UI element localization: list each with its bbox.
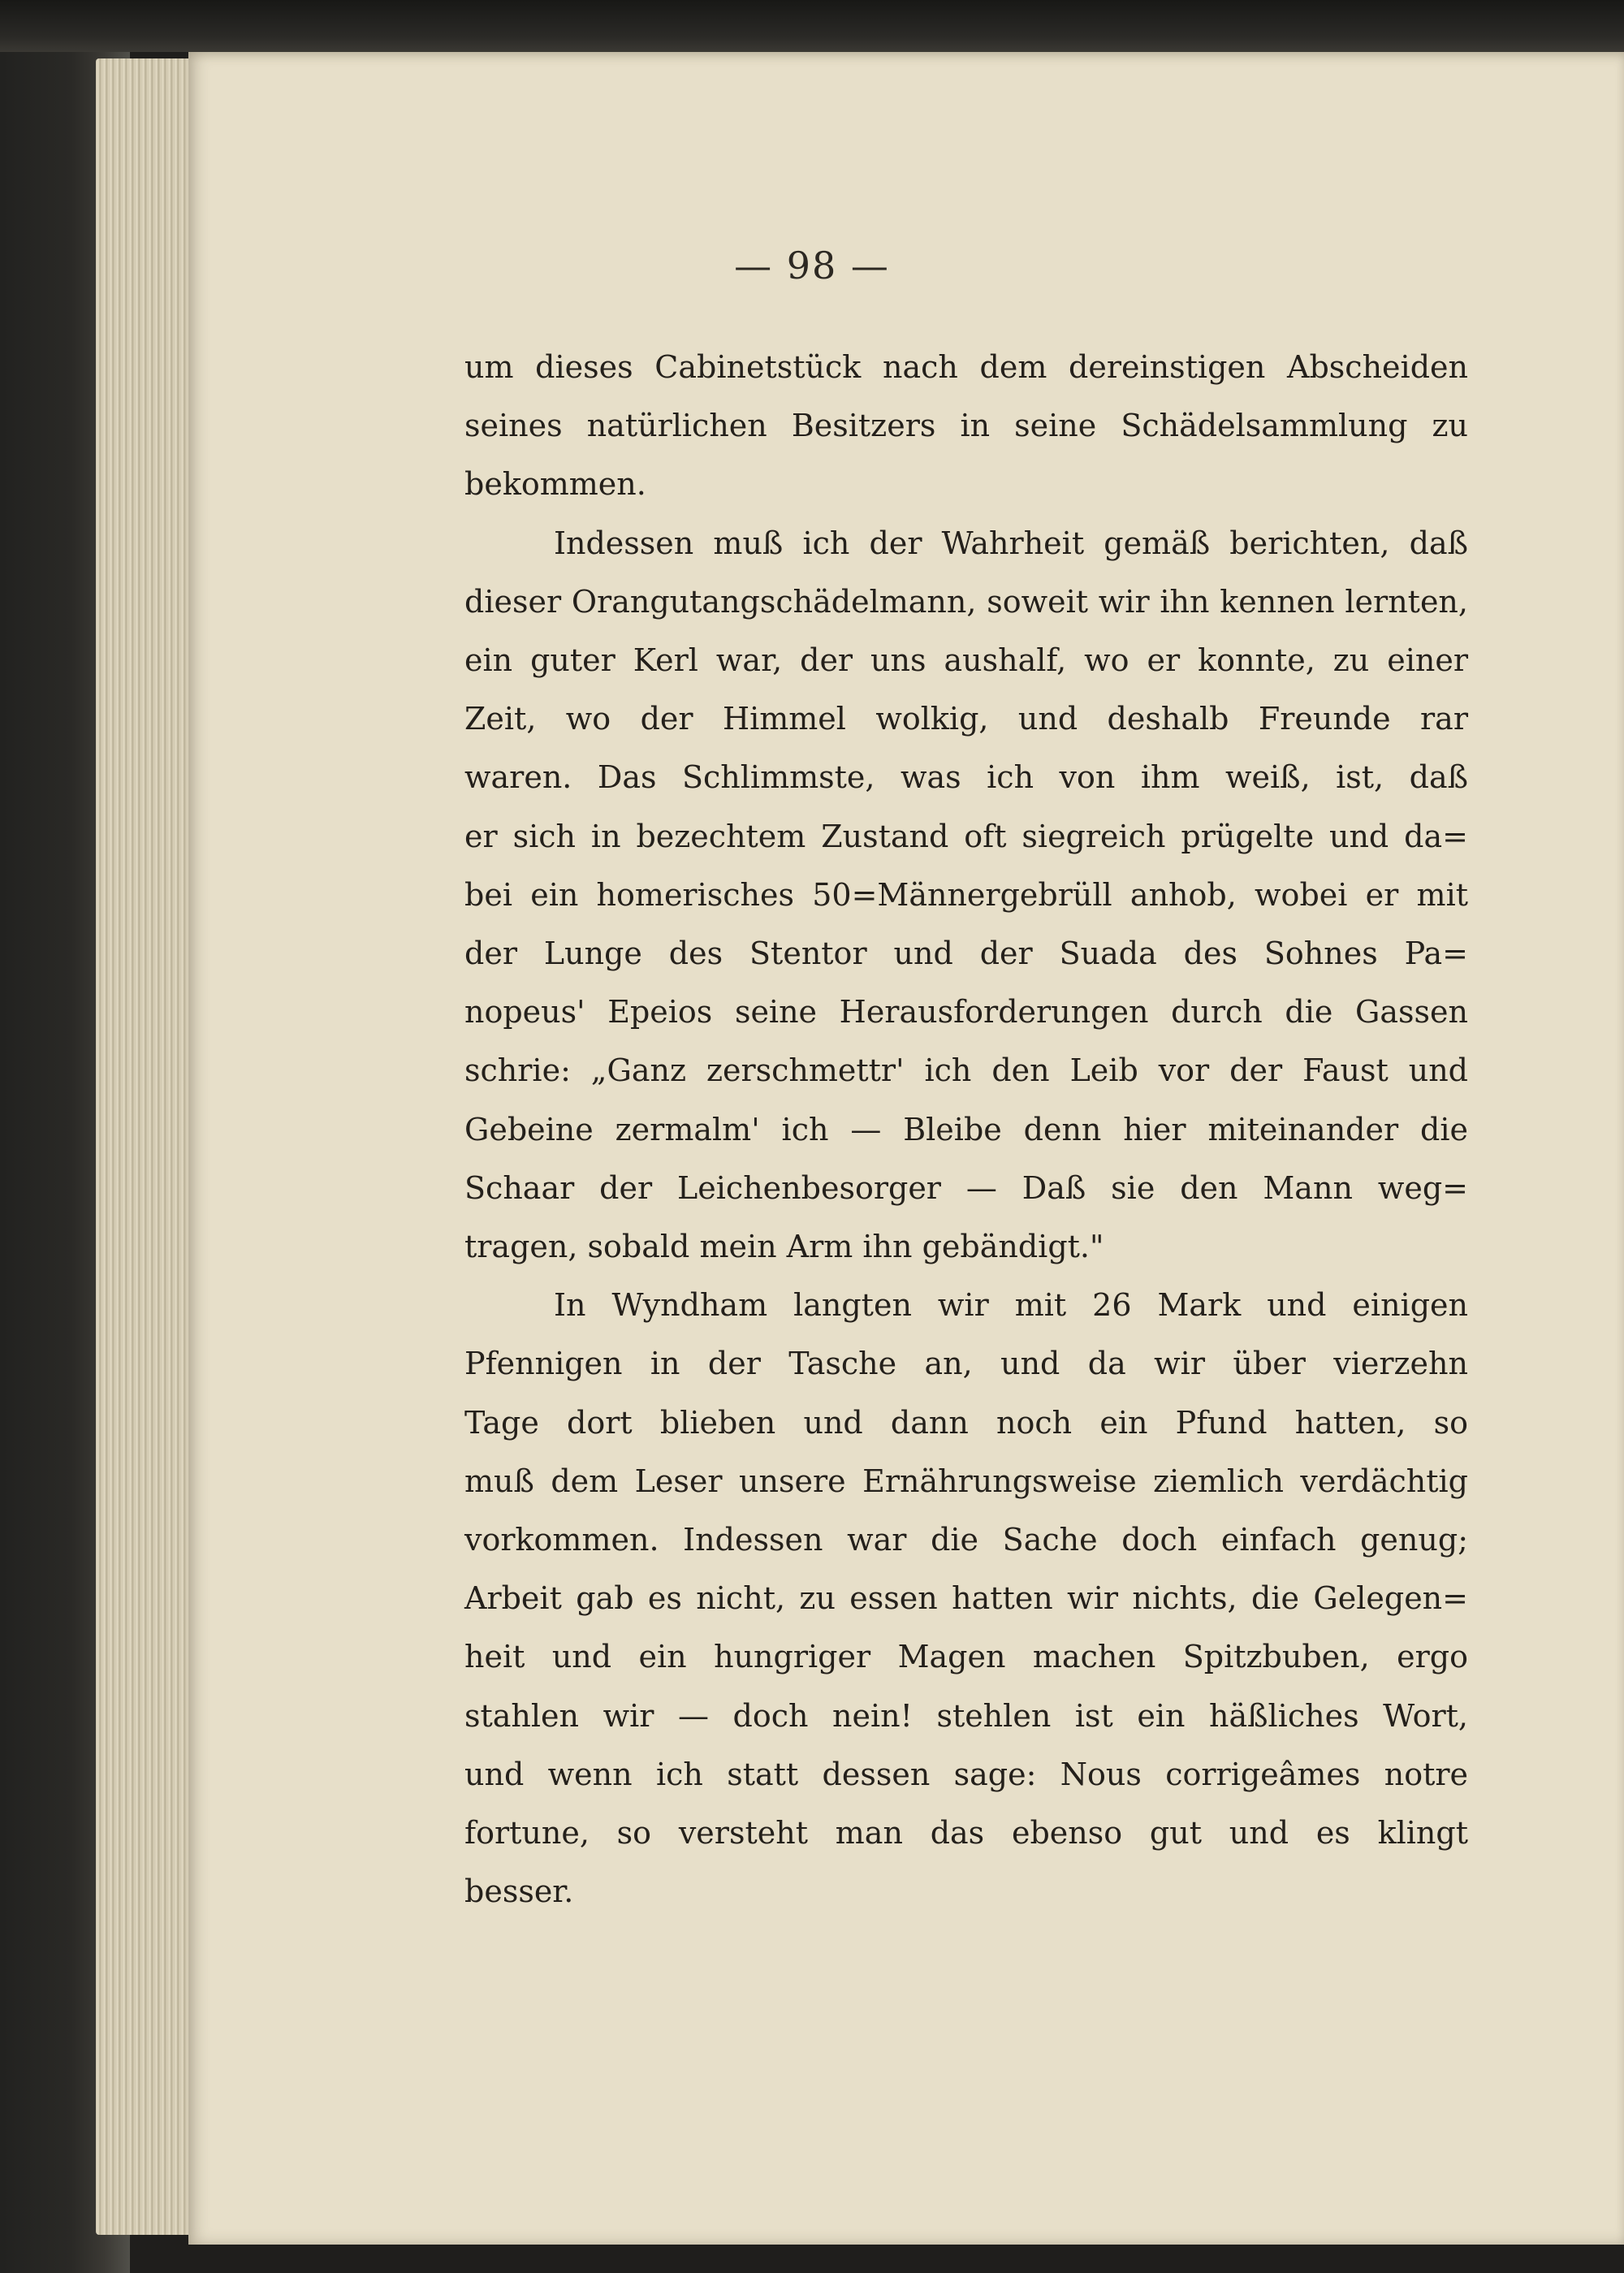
text-line: heit und ein hungriger Magen machen Spitzbuben, ergo xyxy=(464,1639,1468,1675)
text-line: besser. xyxy=(464,1873,574,1910)
text-line: der Lunge des Stentor und der Suada des Sohnes Pa= xyxy=(464,936,1468,972)
text-line: tragen, sobald mein Arm ihn gebändigt." xyxy=(464,1229,1104,1265)
scanner-edge xyxy=(0,0,1624,52)
text-line: nopeus' Epeios seine Herausforderungen durch die Gassen xyxy=(464,994,1468,1031)
text-line: waren. Das Schlimmste, was ich von ihm weiß, ist, daß xyxy=(464,759,1468,796)
text-line: Arbeit gab es nicht, zu essen hatten wir nichts, die Gelegen= xyxy=(464,1580,1468,1617)
text-line: vorkommen. Indessen war die Sache doch einfach genug; xyxy=(464,1522,1468,1558)
text-line: und wenn ich statt dessen sage: Nous corrigeâmes notre xyxy=(464,1756,1468,1792)
text-line: bekommen. xyxy=(464,466,646,503)
text-line: muß dem Leser unsere Ernährungsweise ziemlich verdächtig xyxy=(464,1463,1468,1499)
text-line: stahlen wir — doch nein! stehlen ist ein häßliches Wort, xyxy=(464,1697,1468,1734)
text-line: Zeit, wo der Himmel wolkig, und deshalb Freunde rar xyxy=(464,701,1468,737)
text-line: Indessen muß ich der Wahrheit gemäß berichten, daß xyxy=(554,525,1468,561)
page-number: — 98 — xyxy=(734,244,890,287)
page-edges xyxy=(96,58,193,2235)
text-line: Gebeine zermalm' ich — Bleibe denn hier miteinander die xyxy=(464,1111,1468,1147)
text-line: bei ein homerisches 50=Männergebrüll anhob, wobei er mit xyxy=(464,876,1468,913)
text-line: In Wyndham langten wir mit 26 Mark und einigen xyxy=(554,1287,1468,1324)
text-line: Pfennigen in der Tasche an, und da wir über vierzehn xyxy=(464,1346,1468,1382)
body-text xyxy=(464,338,1468,1921)
text-line: fortune, so versteht man das ebenso gut und es klingt xyxy=(464,1815,1468,1852)
text-line: Tage dort blieben und dann noch ein Pfund hatten, so xyxy=(464,1404,1468,1441)
text-line: er sich in bezechtem Zustand oft siegreich prügelte und da= xyxy=(464,818,1468,854)
text-line: Schaar der Leichenbesorger — Daß sie den Mann weg= xyxy=(464,1169,1468,1206)
text-line: schrie: „Ganz zerschmettr' ich den Leib vor der Faust und xyxy=(464,1052,1468,1089)
text-line: um dieses Cabinetstück nach dem dereinstigen Abscheiden xyxy=(464,349,1468,385)
text-line: dieser Orangutangschädelmann, soweit wir ihn kennen lernten, xyxy=(464,583,1468,620)
text-line: ein guter Kerl war, der uns aushalf, wo er konnte, zu einer xyxy=(464,642,1468,679)
text-line: seines natürlichen Besitzers in seine Schädelsammlung zu xyxy=(464,408,1468,444)
